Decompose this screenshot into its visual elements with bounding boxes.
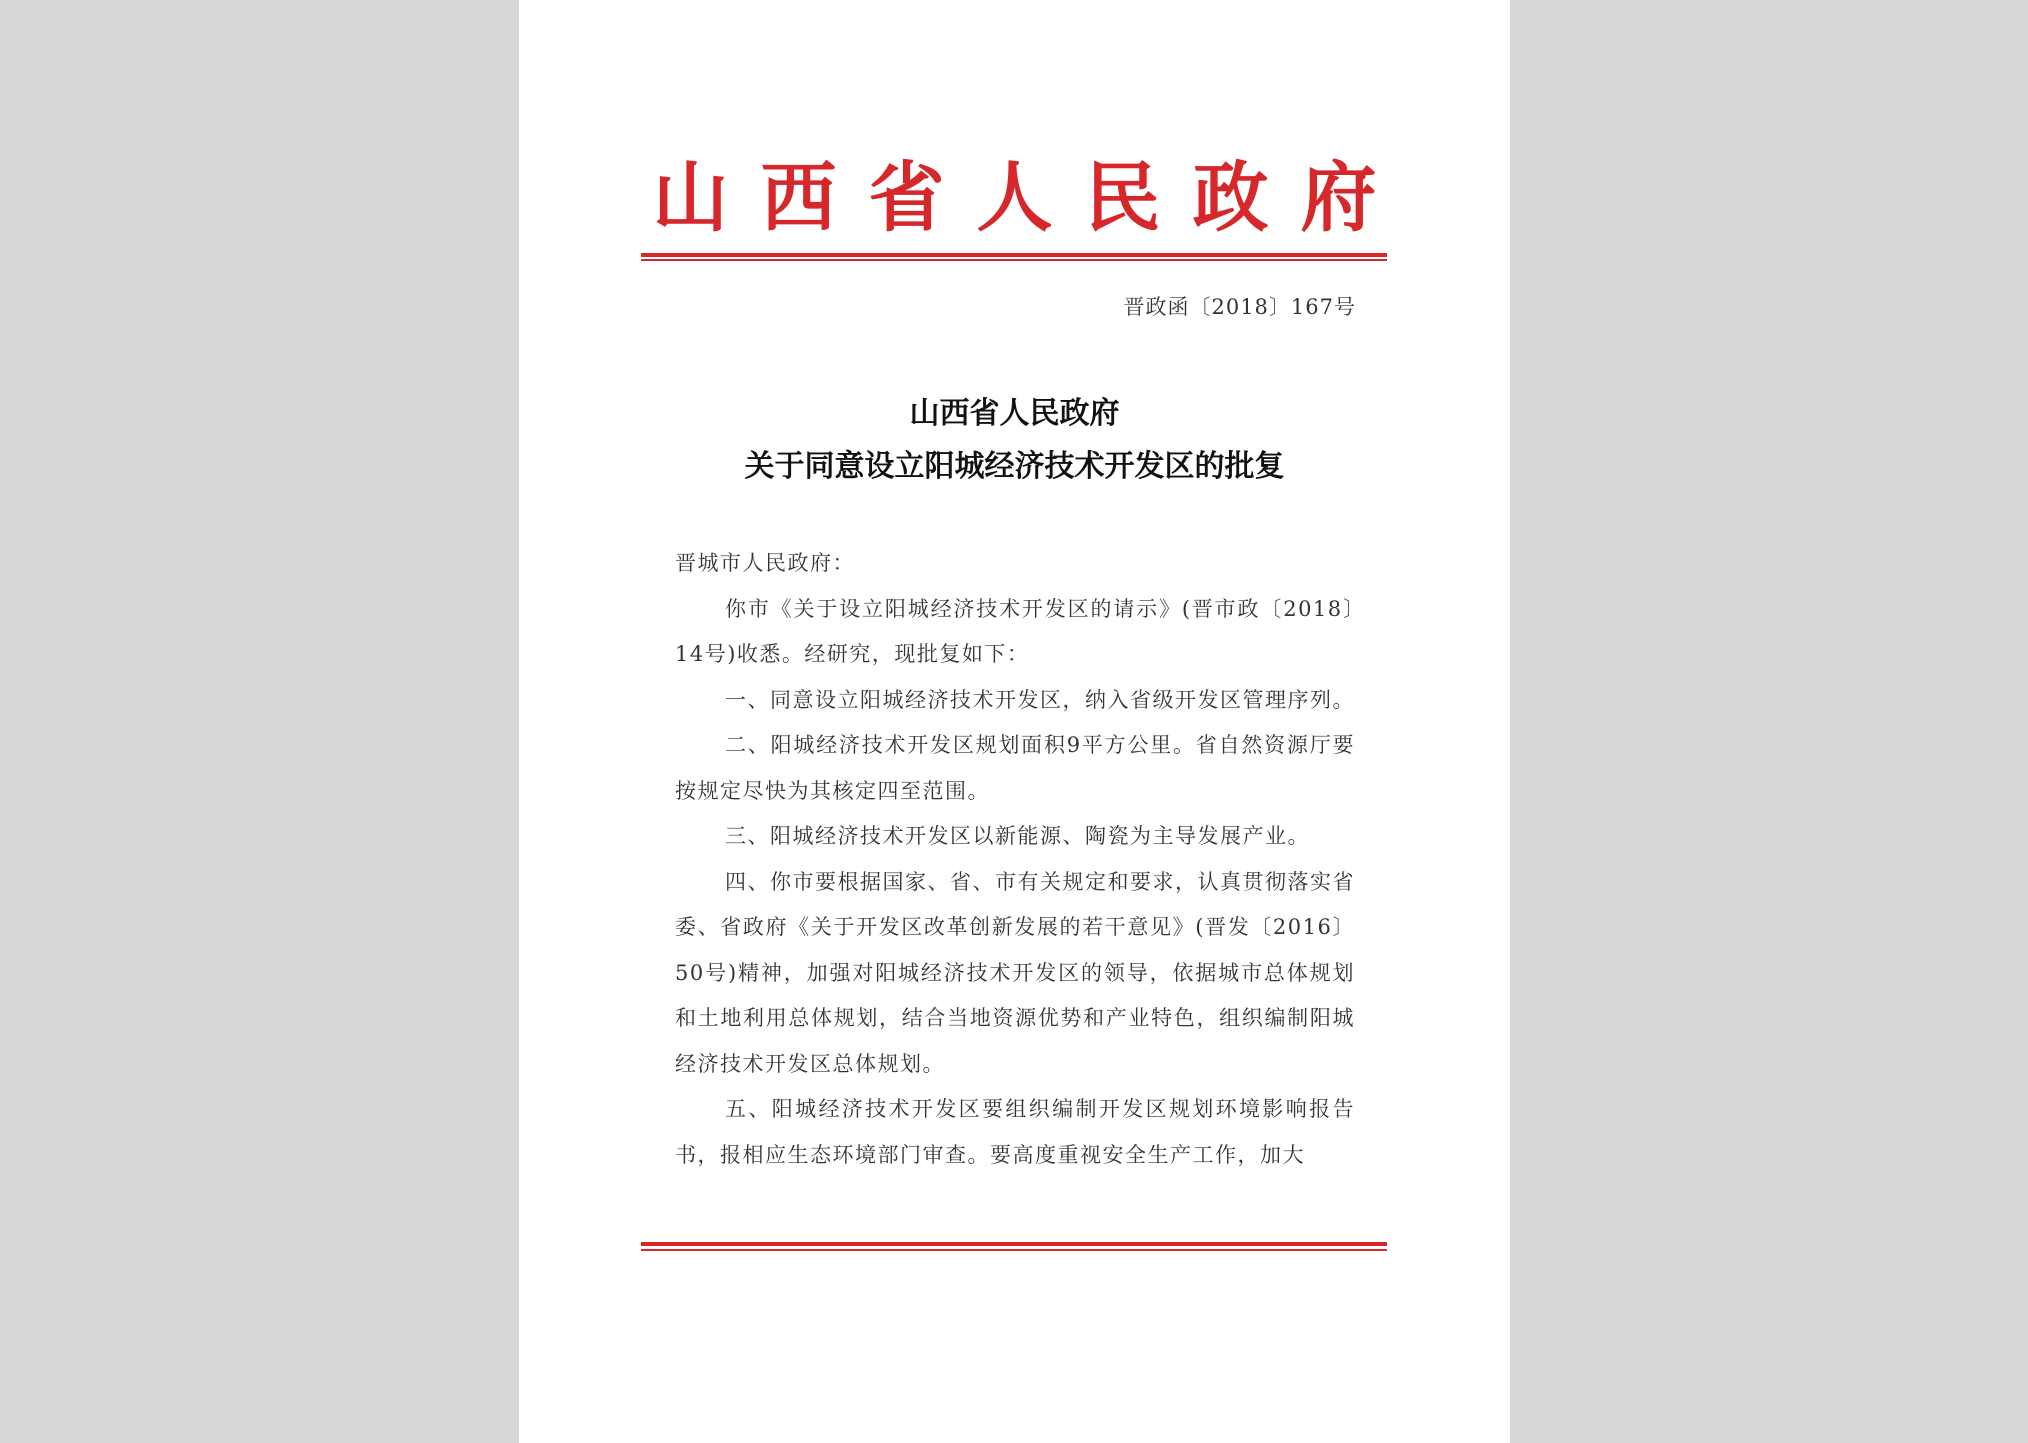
footer-rule-thin xyxy=(641,1249,1387,1251)
paragraph-intro: 你市《关于设立阳城经济技术开发区的请示》(晋市政〔2018〕14号)收悉。经研究，现批复如下： xyxy=(675,596,1355,666)
masthead-rule-thin xyxy=(641,259,1387,261)
footer-rule-thick xyxy=(641,1242,1387,1246)
paragraph-item-3: 三、阳城经济技术开发区以新能源、陶瓷为主导发展产业。 xyxy=(725,824,1310,848)
document-page xyxy=(519,0,1510,1443)
paragraph-item-4: 四、你市要根据国家、省、市有关规定和要求，认真贯彻落实省委、省政府《关于开发区改革创新发展的若干意见》(晋发〔2016〕50号)精神，加强对阳城经济技术开发区的领导，依据城市总体规划和土地利用总体规划，结合当地资源优势和产业特色，组织编制阳城经济技术开发区总体规划。 xyxy=(675,869,1355,1076)
title-line-2: 关于同意设立阳城经济技术开发区的批复 xyxy=(744,449,1285,484)
paragraph-item-2: 二、阳城经济技术开发区规划面积9平方公里。省自然资源厅要按规定尽快为其核定四至范围。 xyxy=(675,733,1355,803)
salutation: 晋城市人民政府： xyxy=(675,551,855,575)
document-body xyxy=(675,541,1355,1178)
paragraph-item-1: 一、同意设立阳城经济技术开发区，纳入省级开发区管理序列。 xyxy=(725,687,1355,712)
paragraph-item-5: 五、阳城经济技术开发区要组织编制开发区规划环境影响报告书，报相应生态环境部门审查。要高度重视安全生产工作，加大 xyxy=(675,1097,1355,1167)
document-number: 晋政函〔2018〕167号 xyxy=(1123,295,1356,319)
issuer-masthead: 山西省人民政府 xyxy=(652,153,1409,242)
masthead-rule-thick xyxy=(641,253,1387,257)
title-line-1: 山西省人民政府 xyxy=(909,396,1120,431)
